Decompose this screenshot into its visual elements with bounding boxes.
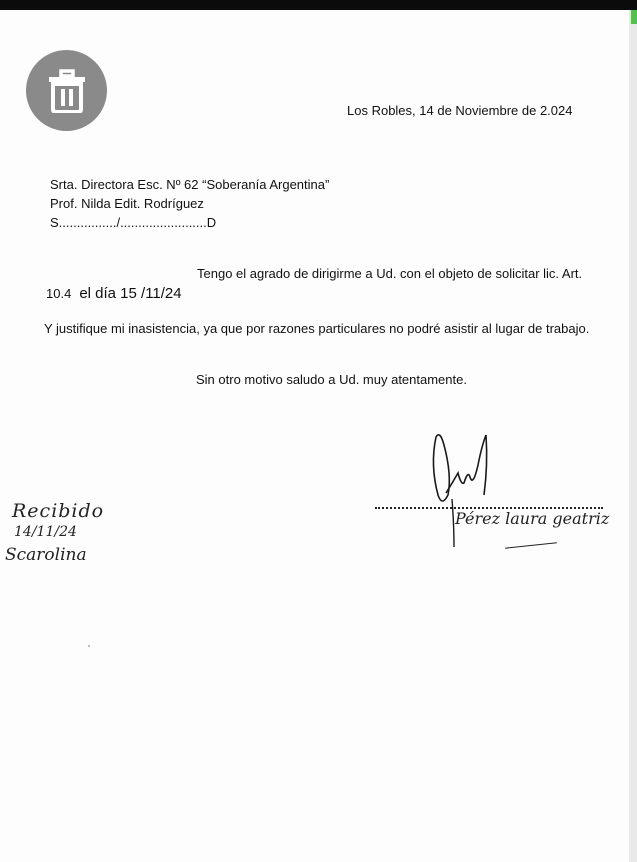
document-page [0, 10, 629, 862]
signature-scrawl [428, 425, 508, 550]
place-date: Los Robles, 14 de Noviembre de 2.024 [347, 103, 573, 118]
body-line-2 [46, 285, 182, 303]
closing-line: Sin otro motivo saludo a Ud. muy atentamente. [196, 372, 467, 387]
leave-date: el día 15 /11/24 [79, 285, 182, 302]
recipient-line-2: Prof. Nilda Edit. Rodríguez [50, 196, 204, 211]
recipient-line-1: Srta. Directora Esc. Nº 62 “Soberanía Argentina” [50, 177, 330, 192]
recipient-line-3: S................/........................D [50, 215, 217, 230]
received-date: 14/11/24 [14, 524, 77, 540]
page-edge [629, 10, 637, 862]
body-line-1: Tengo el agrado de dirigirme a Ud. con el objeto de solicitar lic. Art. [197, 266, 583, 281]
received-by: Scarolina [5, 545, 87, 565]
paper-speck [88, 645, 90, 647]
trash-icon [47, 69, 87, 113]
top-status-bar [0, 0, 637, 10]
article-number: 10.4 [46, 286, 72, 301]
received-word: Recibido [12, 500, 105, 522]
delete-button[interactable] [26, 50, 107, 131]
body-paragraph-2: Y justifique mi inasistencia, ya que por razones particulares no podré asistir al lugar de trabajo. [44, 321, 590, 336]
edge-marker [631, 10, 637, 24]
signer-name: Pérez laura geatriz [455, 509, 610, 528]
